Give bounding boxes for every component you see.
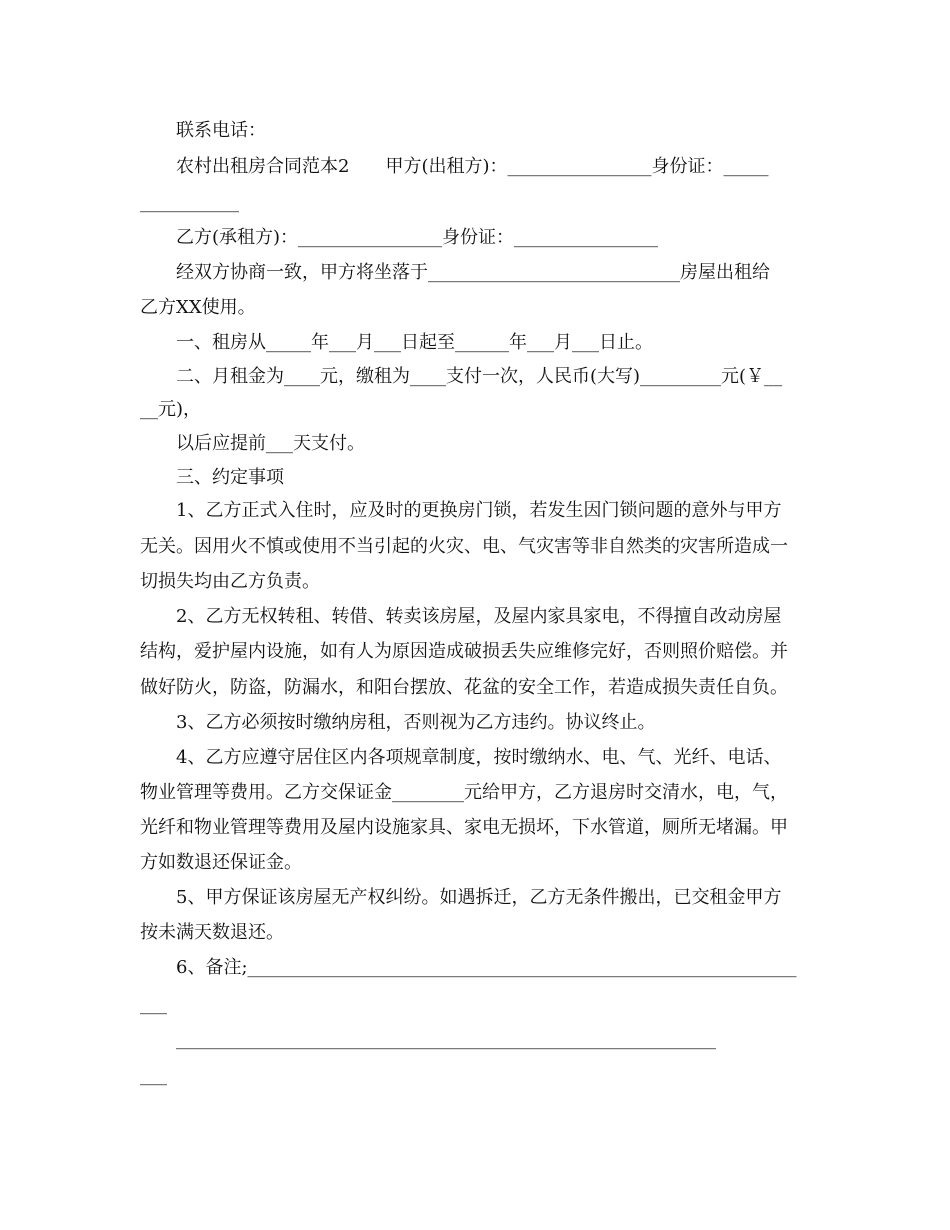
clause-3-heading: 三、约定事项 <box>176 467 284 488</box>
item-4-line-2: 物业管理等费用。乙方交保证金________元给甲方，乙方退房时交清水，电，气， <box>140 782 788 803</box>
party-a-id-continuation: ___________ <box>140 192 239 213</box>
blank-line-continuation: ___ <box>140 1065 167 1086</box>
item-2-line-1: 2、乙方无权转租、转借、转卖该房屋，及屋内家具家电，不得擅自改动房屋 <box>176 606 782 627</box>
item-4-line-4: 方如数退还保证金。 <box>140 852 302 873</box>
item-4-line-1: 4、乙方应遵守居住区内各项规章制度，按时缴纳水、电、气、光纤、电话、 <box>176 747 782 768</box>
advance-payment-line: 以后应提前___天支付。 <box>176 433 365 454</box>
item-1-line-1: 1、乙方正式入住时，应及时的更换房门锁，若发生因门锁问题的意外与甲方 <box>176 500 782 521</box>
item-5-line-1: 5、甲方保证该房屋无产权纠纷。如遇拆迁，乙方无条件搬出，已交租金甲方 <box>176 887 782 908</box>
clause-2-rent: 二、月租金为____元，缴租为____支付一次，人民币(大写)_________元(￥__ <box>176 366 783 387</box>
item-4-line-3: 光纤和物业管理等费用及屋内设施家具、家电无损坏，下水管道，厕所无堵漏。甲 <box>140 817 788 838</box>
clause-1-lease-term: 一、租房从_____年___月___日起至______年___月___日止。 <box>176 332 653 353</box>
item-1-line-2: 无关。因用火不慎或使用不当引起的火灾、电、气灾害等非自然类的灾害所造成一 <box>140 536 788 557</box>
item-5-line-2: 按未满天数退还。 <box>140 922 284 943</box>
property-location-line: 经双方协商一致，甲方将坐落于____________________________房屋出租给 <box>176 262 770 283</box>
title-party-a-line: 农村出租房合同范本2 甲方(出租方)：________________身份证：_____ <box>176 156 769 177</box>
item-1-line-3: 切损失均由乙方负责。 <box>140 571 320 592</box>
property-location-continuation: 乙方XX使用。 <box>140 297 256 318</box>
party-b-line: 乙方(承租方)：________________身份证：________________ <box>176 227 659 248</box>
item-2-line-2: 结构，爱护屋内设施，如有人为原因造成破损丢失应维修完好，否则照价赔偿。并 <box>140 641 788 662</box>
contact-phone-line: 联系电话： <box>176 120 266 141</box>
item-3-line: 3、乙方必须按时缴纳房租，否则视为乙方违约。协议终止。 <box>176 712 656 733</box>
item-6-remarks-continuation: ___ <box>140 994 167 1015</box>
item-6-remarks-line: 6、备注;_____________________________________________________________ <box>176 957 797 978</box>
item-2-line-3: 做好防火，防盗，防漏水，和阳台摆放、花盆的安全工作，若造成损失责任自负。 <box>140 677 788 698</box>
blank-line: ____________________________________________________________ <box>176 1029 716 1050</box>
clause-2-rent-continuation: __元)， <box>140 399 202 420</box>
